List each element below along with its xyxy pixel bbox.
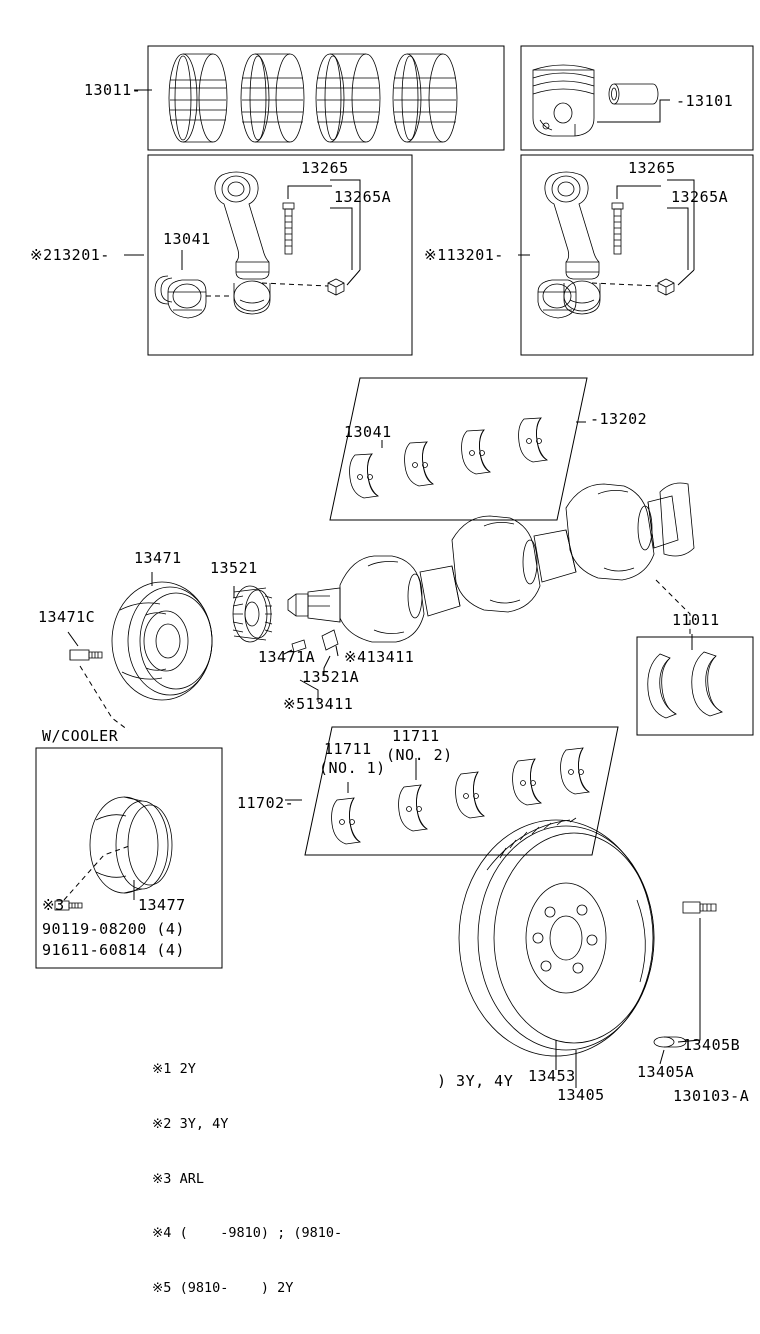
label-13041-1: 13041 — [163, 230, 211, 248]
label-3y4y: ) 3Y, 4Y — [437, 1072, 514, 1090]
label-13265-2: 13265 — [628, 159, 676, 177]
label-13477: 13477 — [138, 896, 186, 914]
label-90119: 90119-08200 (4) — [42, 920, 185, 938]
label-13405b: 13405B — [683, 1036, 741, 1054]
label-13202: -13202 — [590, 410, 648, 428]
label-13405: 13405 — [557, 1086, 605, 1104]
label-11011: 11011 — [672, 611, 720, 629]
label-13471c: 13471C — [38, 608, 96, 626]
label-11711-no1: 11711 — [324, 740, 372, 758]
label-91611: 91611-60814 (4) — [42, 941, 185, 959]
label-13453: 13453 — [528, 1067, 576, 1085]
label-13265a-1: 13265A — [334, 188, 392, 206]
footnote-5: ※5 (9810- ) 2Y — [152, 1280, 294, 1297]
label-w-cooler: W/COOLER — [42, 727, 119, 745]
label-13471a: 13471A — [258, 648, 316, 666]
label-no1: (NO. 1) — [319, 759, 386, 777]
label-13405a: 13405A — [637, 1063, 695, 1081]
label-513411: ※513411 — [283, 695, 354, 713]
label-13011: 13011- — [84, 81, 142, 99]
footnote-3: ※3 ARL — [152, 1170, 204, 1187]
label-13471: 13471 — [134, 549, 182, 567]
label-413411: ※413411 — [344, 648, 415, 666]
footnote-1: ※1 2Y — [152, 1061, 196, 1078]
label-no2: (NO. 2) — [386, 746, 453, 764]
label-mark-3: ※3 — [42, 896, 65, 914]
label-13101: -13101 — [676, 92, 734, 110]
label-13041-2: 13041 — [344, 423, 392, 441]
label-13265a-2: 13265A — [671, 188, 729, 206]
label-113201: ※113201- — [424, 246, 504, 264]
footnote-4: ※4 ( -9810) ; (9810- — [152, 1225, 343, 1242]
label-213201: ※213201- — [30, 246, 110, 264]
footnote-2: ※2 3Y, 4Y — [152, 1116, 229, 1133]
label-11711-no2: 11711 — [392, 727, 440, 745]
label-13265-1: 13265 — [301, 159, 349, 177]
label-13521a: 13521A — [302, 668, 360, 686]
label-sheet-number: 130103-A — [673, 1087, 750, 1105]
label-13521: 13521 — [210, 559, 258, 577]
footnote-legend — [152, 1024, 342, 1334]
label-11702: 11702- — [237, 794, 295, 812]
